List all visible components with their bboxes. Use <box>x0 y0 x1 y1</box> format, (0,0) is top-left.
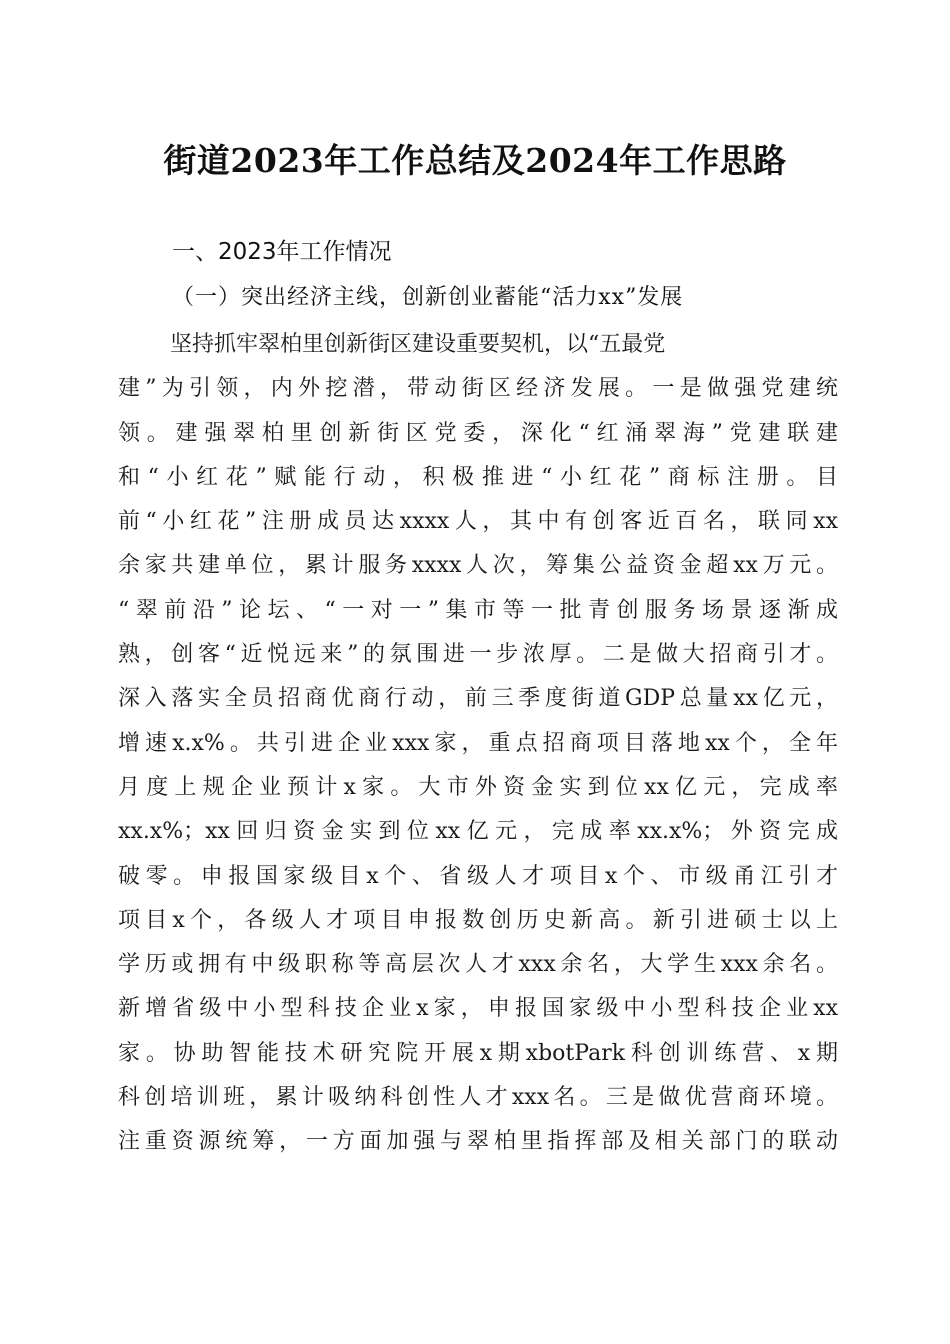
body-paragraph <box>118 323 838 1165</box>
paragraph-line: 领。建强翠柏里创新街区党委，深化“红涌翠海”党建联建 <box>118 420 838 446</box>
subsection-heading: （一）突出经济主线，创新创业蓄能“活力xx”发展 <box>172 285 684 310</box>
paragraph-line: 熟，创客“近悦远来”的氛围进一步浓厚。二是做大招商引才。 <box>118 642 838 668</box>
paragraph-line: 科创培训班，累计吸纳科创性人才xxx名。三是做优营商环境。 <box>118 1085 838 1111</box>
paragraph-line: 建”为引领，内外挖潜，带动街区经济发展。一是做强党建统 <box>118 376 838 402</box>
paragraph-line: 深入落实全员招商优商行动，前三季度街道GDP总量xx亿元， <box>118 686 838 712</box>
paragraph-line: 前“小红花”注册成员达xxxx人，其中有创客近百名，联同xx <box>118 509 838 535</box>
paragraph-line: 新增省级中小型科技企业x家，申报国家级中小型科技企业xx <box>118 996 838 1022</box>
paragraph-line: 注重资源统筹，一方面加强与翠柏里指挥部及相关部门的联动 <box>118 1129 838 1155</box>
section-heading: 一、2023年工作情况 <box>172 239 392 265</box>
paragraph-line: “翠前沿”论坛、“一对一”集市等一批青创服务场景逐渐成 <box>118 597 838 623</box>
paragraph-line: 学历或拥有中级职称等高层次人才xxx余名，大学生xxx余名。 <box>118 952 838 978</box>
paragraph-line: 家。协助智能技术研究院开展x期xbotPark科创训练营、x期 <box>118 1040 838 1066</box>
paragraph-line: xx.x%；xx回归资金实到位xx亿元，完成率xx.x%；外资完成 <box>118 819 838 845</box>
paragraph-line: 破零。申报国家级目x个、省级人才项目x个、市级甬江引才 <box>118 863 838 889</box>
paragraph-line: 增速x.x%。共引进企业xxx家，重点招商项目落地xx个，全年 <box>118 730 838 756</box>
paragraph-line: 项目x个，各级人才项目申报数创历史新高。新引进硕士以上 <box>118 907 838 933</box>
document-title: 街道2023年工作总结及2024年工作思路 <box>163 141 787 180</box>
paragraph-line: 和“小红花”赋能行动，积极推进“小红花”商标注册。目 <box>118 464 838 490</box>
paragraph-line: 坚持抓牢翠柏里创新街区建设重要契机，以“五最党 <box>170 332 666 357</box>
paragraph-line: 月度上规企业预计x家。大市外资金实到位xx亿元，完成率 <box>118 774 838 800</box>
paragraph-line: 余家共建单位，累计服务xxxx人次，筹集公益资金超xx万元。 <box>118 553 838 579</box>
